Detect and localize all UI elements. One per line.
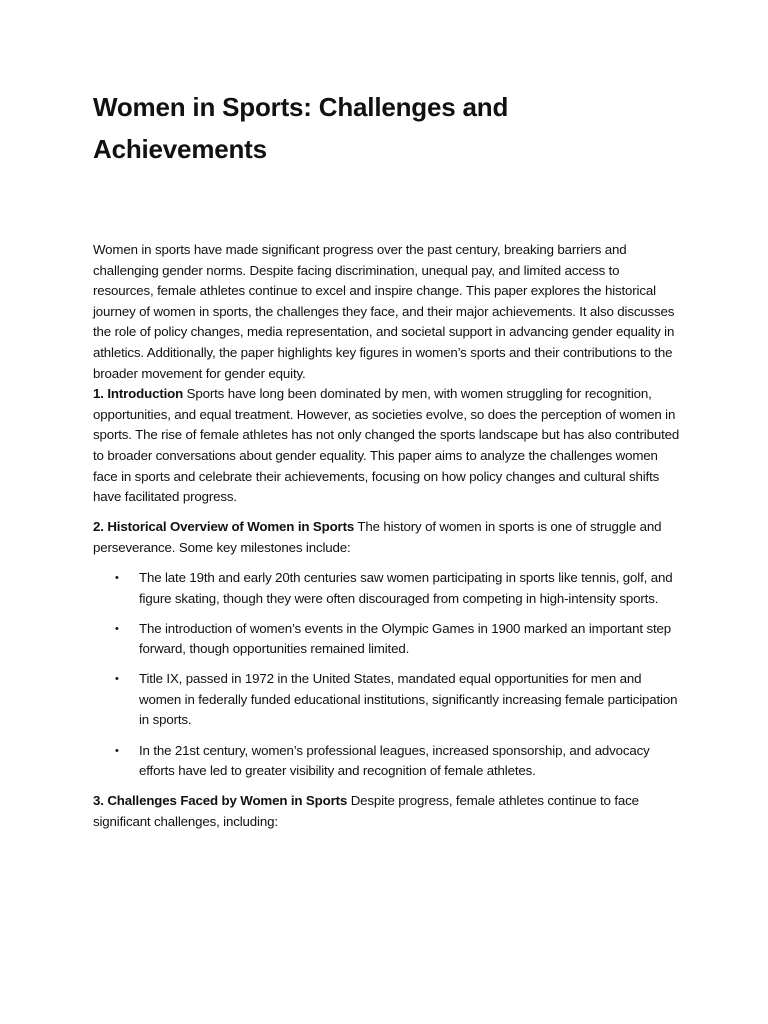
section-text: Despite progress, female athletes continue to face significant challenges, including:	[93, 793, 639, 829]
list-item	[93, 741, 681, 782]
bullet-icon: •	[115, 571, 119, 584]
list-item	[93, 619, 681, 660]
section-introduction	[93, 384, 681, 508]
bullet-icon: •	[115, 673, 119, 686]
list-item-text: In the 21st century, women’s professional leagues, increased sponsorship, and advocacy efforts have led to greater visibility and recognition of female athletes.	[139, 742, 650, 779]
list-item-text: The introduction of women’s events in the Olympic Games in 1900 marked an important step forward, though opportunities remained limited.	[139, 620, 671, 657]
abstract-paragraph: Women in sports have made significant progress over the past century, breaking barriers and challenging gender norms. Despite facing discrimination, unequal pay, and limited access to resources, female athletes continue to excel and inspire change. This paper explores the historical journey of women in sports, the challenges they face, and their major achievements. It also discusses the role of policy changes, media representation, and societal support in advancing gender equality in athletics. Additionally, the paper highlights key figures in women’s sports and their contributions to the broader movement for gender equity.	[93, 242, 675, 381]
document-page	[93, 86, 681, 842]
section-challenges	[93, 791, 681, 832]
section-heading: 3. Challenges Faced by Women in Sports	[93, 793, 348, 809]
list-item	[93, 669, 681, 731]
milestones-list	[93, 568, 681, 782]
section-text: Sports have long been dominated by men, with women struggling for recognition, opportunities, and equal treatment. However, as societies evolve, so does the perception of women in sports. The rise of female athletes has not only changed the sports landscape but has also contributed to broader conversations about gender equality. This paper aims to analyze the challenges women face in sports and celebrate their achievements, focusing on how policy changes and cultural shifts have facilitated progress.	[93, 386, 680, 505]
list-item	[93, 568, 681, 609]
list-item-text: Title IX, passed in 1972 in the United States, mandated equal opportunities for men and women in federally funded educational institutions, significantly increasing female participation in sports.	[139, 671, 678, 728]
section-text: The history of women in sports is one of struggle and perseverance. Some key milestones include:	[93, 519, 662, 555]
section-historical-overview	[93, 517, 681, 558]
section-heading: 1. Introduction	[93, 386, 184, 402]
list-item-text: The late 19th and early 20th centuries saw women participating in sports like tennis, golf, and figure skating, though they were often discouraged from competing in high-intensity sports.	[139, 569, 673, 606]
section-heading: 2. Historical Overview of Women in Sports	[93, 519, 355, 535]
bullet-icon: •	[115, 622, 119, 635]
bullet-icon: •	[115, 744, 119, 757]
page-title: Women in Sports: Challenges and Achievements	[93, 92, 509, 164]
